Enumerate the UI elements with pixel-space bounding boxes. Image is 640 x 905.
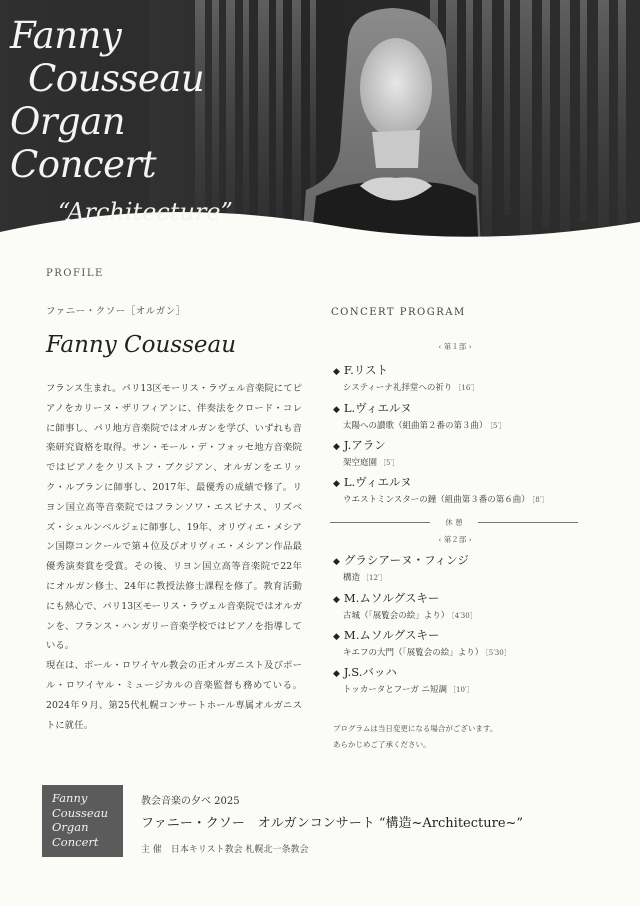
duration: ［5′］ <box>379 459 400 467</box>
work-title: 架空庭園 <box>343 458 378 468</box>
hero-title-line: Concert <box>10 143 157 186</box>
work-title: システィーナ礼拝堂への祈り <box>343 383 453 393</box>
logo-line: Cousseau <box>52 805 109 820</box>
footer-logo <box>42 785 123 857</box>
work-title: 古城（「展覧会の絵」より） <box>343 611 450 621</box>
notice-line: プログラムは当日変更になる場合がございます。 <box>333 724 498 733</box>
hero-banner <box>0 0 640 272</box>
hero-subtitle: “Architecture” <box>58 198 233 226</box>
logo-line: Organ <box>52 820 89 834</box>
duration: ［4′30］ <box>451 612 477 620</box>
part2-label: ‹ 第２部 › <box>438 535 472 544</box>
diamond-icon: ◆ <box>333 442 340 452</box>
work-title: トッカータとフーガ ニ短調 <box>343 685 448 695</box>
logo-line: Concert <box>52 834 99 849</box>
composer: グラシアーヌ・フィンジ <box>343 553 469 567</box>
profile-name: Fanny Cousseau <box>46 332 237 358</box>
work-title: ウエストミンスターの鐘（組曲第３番の第６曲） <box>343 495 530 505</box>
duration: ［5′30］ <box>485 649 511 657</box>
profile-role: ファニー・クソー［オルガン］ <box>46 306 186 317</box>
series-title: 教会音楽の夕べ 2025 <box>141 796 240 807</box>
organizer: 主 催 日本キリスト教会 札幌北一条教会 <box>141 845 309 855</box>
diamond-icon: ◆ <box>333 669 340 679</box>
divider-line <box>478 522 578 523</box>
program-item <box>333 474 593 505</box>
composer: M.ムソルグスキー <box>343 628 440 642</box>
notice-line: あらかじめご了承ください。 <box>333 740 431 749</box>
logo-line: Fanny <box>52 791 88 805</box>
bio-paragraph: フランス生まれ。パリ13区モーリス・ラヴェル音楽院にてピアノをカリーヌ・ザリフィアンに、伴奏法をクロード・コレに師事し、パリ地方音楽院ではオルガンを学び、いずれも音楽研究資格を取得。サン・モール・デ・フォッセ地方音楽院ではピアノをクリストフ・ブクジアン、オルガンをエリック・ルブランに師事し、2017年、最優秀の成績で修了。リヨン国立高等音楽院ではフランソワ・エスピナス、リズベズ・シュルンベルジェに師事し、19年、オリヴィエ・メシアン国際コンクールで第４位及びオリヴィエ・メシアン作品最優秀演奏賞を受賞。その後、リヨン国立高等音楽院で22年にオルガン修士、24年に教授法修士課程を修了。教育活動にも熱心で、パリ13区モーリス・ラヴェル音楽院ではオルガンを、フランス・ハンガリー音楽学校ではピアノを指導している。 <box>46 383 302 652</box>
composer: J.S.バッハ <box>343 665 397 679</box>
duration: ［12′］ <box>362 574 387 582</box>
diamond-icon: ◆ <box>333 405 340 415</box>
bio-paragraph: 現在は、ポール・ロワイヤル教会の正オルガニスト及びポール・ロワイヤル・ミュージカルの音楽監督も務めている。2024年９月、第25代札幌コンサートホール専属オルガニストに就任。 <box>46 660 302 731</box>
diamond-icon: ◆ <box>333 479 340 489</box>
diamond-icon: ◆ <box>333 595 340 605</box>
program-item <box>333 552 593 583</box>
program-item <box>333 627 593 658</box>
hero-title-line: Fanny <box>10 14 122 57</box>
part1-label: ‹ 第１部 › <box>438 342 472 351</box>
work-title: 太陽への讃歌（組曲第２番の第３曲） <box>343 421 488 431</box>
composer: J.アラン <box>343 438 386 452</box>
diamond-icon: ◆ <box>333 367 340 377</box>
composer: L.ヴィエルヌ <box>343 475 412 489</box>
program-notice <box>333 721 497 753</box>
duration: ［10′］ <box>449 686 474 694</box>
hero-title <box>10 14 204 186</box>
composer: M.ムソルグスキー <box>343 591 440 605</box>
duration: ［5′］ <box>489 422 507 430</box>
composer: L.ヴィエルヌ <box>343 401 412 415</box>
diamond-icon: ◆ <box>333 557 340 567</box>
work-title: 構造 <box>343 573 361 583</box>
program-item <box>333 590 593 621</box>
intermission-divider <box>330 516 578 528</box>
duration: ［8′］ <box>531 496 549 504</box>
program-item <box>333 362 593 393</box>
hero-title-line: Organ <box>10 100 126 143</box>
program-item <box>333 437 593 468</box>
composer: F.リスト <box>343 363 389 377</box>
diamond-icon: ◆ <box>333 632 340 642</box>
profile-bio <box>46 379 302 735</box>
work-title: キエフの大門（「展覧会の絵」より） <box>343 648 484 658</box>
intermission-label: 休 憩 <box>445 518 463 527</box>
program-item <box>333 400 593 431</box>
duration: ［16′］ <box>454 384 479 392</box>
hero-title-line: Cousseau <box>28 57 205 100</box>
program-heading: CONCERT PROGRAM <box>331 307 466 318</box>
concert-title: ファニー・クソー オルガンコンサート “構造~Architecture~” <box>141 816 524 831</box>
program-item <box>333 664 593 695</box>
profile-heading: PROFILE <box>46 268 104 279</box>
